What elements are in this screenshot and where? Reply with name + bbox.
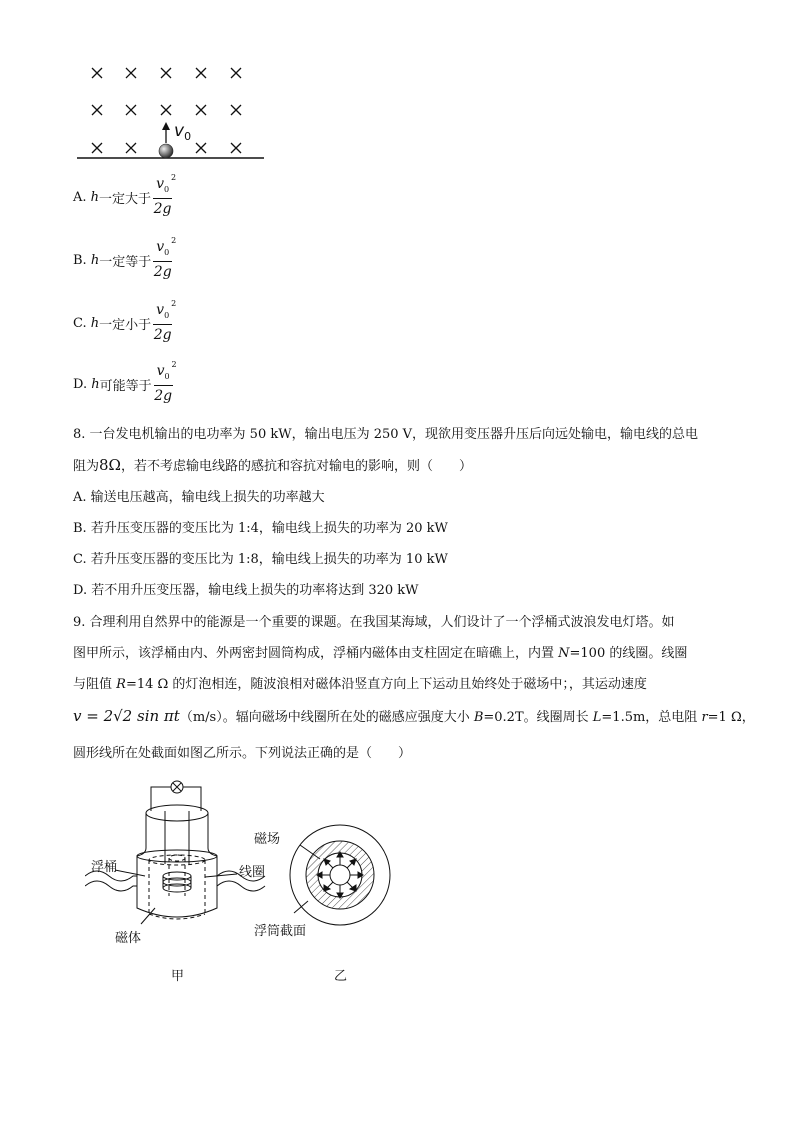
q8-option-b[interactable]: B. 若升压变压器的变压比为 1:4，输电线上损失的功率为 20 kW (73, 521, 448, 536)
label-futong: 浮桶 (91, 860, 118, 875)
q7-option-b[interactable] (73, 235, 177, 284)
option-variable: h (90, 189, 100, 205)
label-jiemian: 浮筒截面 (254, 924, 307, 939)
resistance-value: 8Ω (99, 456, 121, 474)
option-variable: h (91, 376, 100, 392)
caption-yi: 乙 (334, 969, 348, 984)
q8-option-d[interactable]: D. 若不用升压变压器，输电线上损失的功率将达到 320 kW (73, 583, 419, 598)
option-variable: h (90, 315, 100, 331)
figure-jia (85, 776, 275, 991)
q9-stem-line-5: 圆形线所在处截面如图乙所示。下列说法正确的是（ ） (73, 746, 412, 761)
label-cichang: 磁场 (254, 832, 281, 847)
fraction: $v_0$ 2 2g (153, 235, 177, 281)
option-variable: h (90, 252, 100, 268)
q8-option-a[interactable]: A. 输送电压越高，输电线上损失的功率越大 (73, 490, 325, 505)
q7-option-c[interactable] (73, 298, 177, 347)
velocity-formula: v = 2√2 sin πt (73, 707, 180, 725)
label-xianquan: 线圈 (239, 865, 266, 880)
q9-stem-line-2: 图甲所示，该浮桶由内、外两密封圆筒构成，浮桶内磁体由支柱固定在暗礁上，内置 N=100 的线圈。线圈 (73, 646, 688, 661)
option-text: 可能等于 (99, 378, 152, 394)
option-letter: B. (73, 252, 87, 268)
coil (163, 872, 191, 892)
option-text: 一定等于 (99, 254, 152, 270)
q9-stem-line-4: v = 2√2 sin πt（m/s）。辐向磁场中线圈所在处的磁感应强度大小 B=0.2T。线圈周长 L=1.5m，总电阻 r=1 Ω， (73, 707, 755, 725)
option-letter: C. (73, 315, 87, 331)
q9-stem-line-3: 与阻值 R=14 Ω 的灯泡相连，随波浪相对磁体沿竖直方向上下运动且始终处于磁场中；，其运动速度 (73, 677, 647, 692)
q8-stem-line-2: 阻为8Ω，若不考虑输电线路的感抗和容抗对输电的影响，则（ ） (73, 456, 473, 474)
q7-option-d[interactable] (73, 359, 177, 408)
particle-ball (159, 144, 173, 158)
option-letter: D. (73, 376, 88, 392)
velocity-arrow-head (162, 122, 170, 130)
option-text: 一定大于 (99, 191, 152, 207)
option-text: 一定小于 (99, 317, 152, 333)
fraction: $v_0$ 2 2g (153, 298, 177, 344)
q9-stem-line-1: 9. 合理利用自然界中的能源是一个重要的课题。在我国某海域，人们设计了一个浮桶式波浪发电灯塔。如 (73, 615, 675, 630)
q8-stem-line-1: 8. 一台发电机输出的电功率为 50 kW，输出电压为 250 V，现欲用变压器升压后向远处输电，输电线的总电 (73, 427, 699, 442)
figure-yi (248, 815, 398, 990)
fraction: $v_0$ 2 2g (154, 359, 177, 405)
label-citi: 磁体 (115, 931, 142, 946)
magnetic-field-figure (70, 58, 270, 163)
velocity-label: $v_0$ (174, 121, 192, 143)
q8-option-c[interactable]: C. 若升压变压器的变压比为 1:8，输电线上损失的功率为 10 kW (73, 552, 448, 567)
option-letter: A. (73, 189, 87, 205)
fraction: $v_0$ 2 2g (153, 172, 177, 218)
caption-jia: 甲 (171, 969, 185, 984)
q7-option-a[interactable] (73, 172, 177, 221)
